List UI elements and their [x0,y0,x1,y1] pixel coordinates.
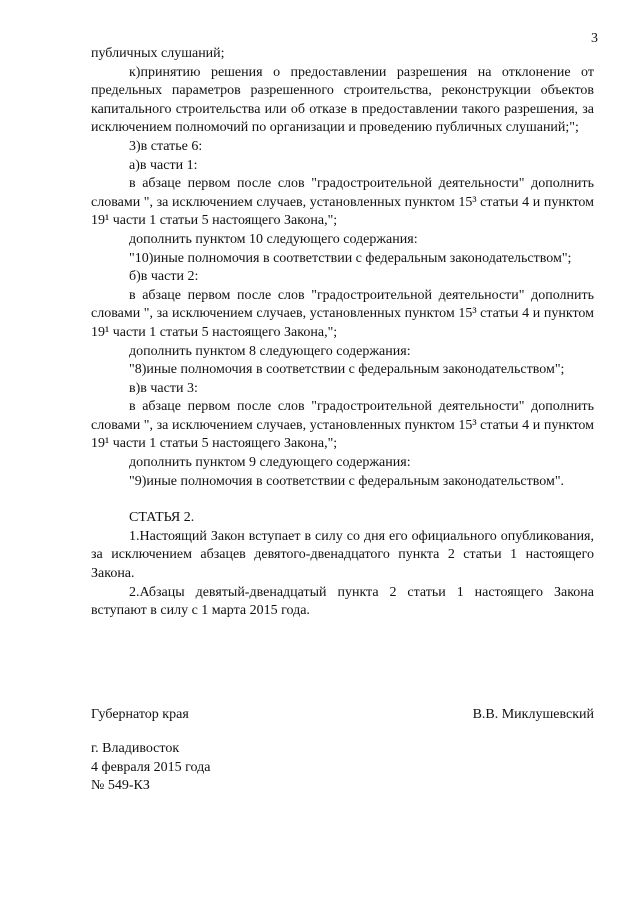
document-body [91,45,594,621]
paragraph: "8)иные полномочия в соответствии с федеральным законодательством"; [129,362,565,378]
place-date-block [91,740,211,796]
paragraph: б)в части 2: [129,269,199,285]
paragraph: к)принятию решения о предоставлении разрешения на отклонение от предельных параметров разрешенного строительства, реконструкции объектов капитального строительства или об отказе в предоставлении такого разрешения, за исключением полномочий по организации и проведению публичных слушаний;"; [91,64,594,136]
article-title: СТАТЬЯ 2. [129,510,195,526]
spacer [91,491,594,509]
paragraph: в абзаце первом после слов "градостроительной деятельности" дополнить словами ", за исключением случаев, установленных пунктом 15³ статьи 4 и пунктом 19¹ части 1 статьи 5 настоящего Закона,"; [91,399,594,452]
paragraph: "9)иные полномочия в соответствии с федеральным законодательством". [129,473,565,489]
signatory-name: В.В. Миклушевский [472,707,594,722]
paragraph: в абзаце первом после слов "градостроительной деятельности" дополнить словами ", за исключением случаев, установленных пунктом 15³ статьи 4 и пунктом 19¹ части 1 статьи 5 настоящего Закона,"; [91,176,594,229]
paragraph: в)в части 3: [129,380,198,396]
paragraph: 3)в статье 6: [129,138,203,154]
paragraph: в абзаце первом после слов "градостроительной деятельности" дополнить словами ", за исключением случаев, установленных пунктом 15³ статьи 4 и пунктом 19¹ части 1 статьи 5 настоящего Закона,"; [91,287,594,340]
city: г. Владивосток [91,741,180,756]
paragraph: а)в части 1: [129,157,198,173]
law-date: 4 февраля 2015 года [91,759,211,775]
signatory-position: Губернатор края [91,707,189,722]
article-item: 2.Абзацы девятый-двенадцатый пункта 2 статьи 1 настоящего Закона вступают в силу с 1 марта 2015 года. [91,584,594,619]
paragraph: дополнить пунктом 8 следующего содержания: [129,343,411,359]
signature-row [91,706,594,725]
paragraph: дополнить пунктом 9 следующего содержания: [129,455,411,471]
law-number: № 549-КЗ [91,778,150,794]
paragraph: дополнить пунктом 10 следующего содержания: [129,231,418,247]
article-item: 1.Настоящий Закон вступает в силу со дня его официального опубликования, за исключением абзацев девятого-двенадцатого пункта 2 статьи 1 настоящего Закона. [91,528,594,582]
paragraph: "10)иные полномочия в соответствии с федеральным законодательством"; [129,250,572,266]
page-number: 3 [591,31,598,46]
paragraph: публичных слушаний; [91,46,225,61]
